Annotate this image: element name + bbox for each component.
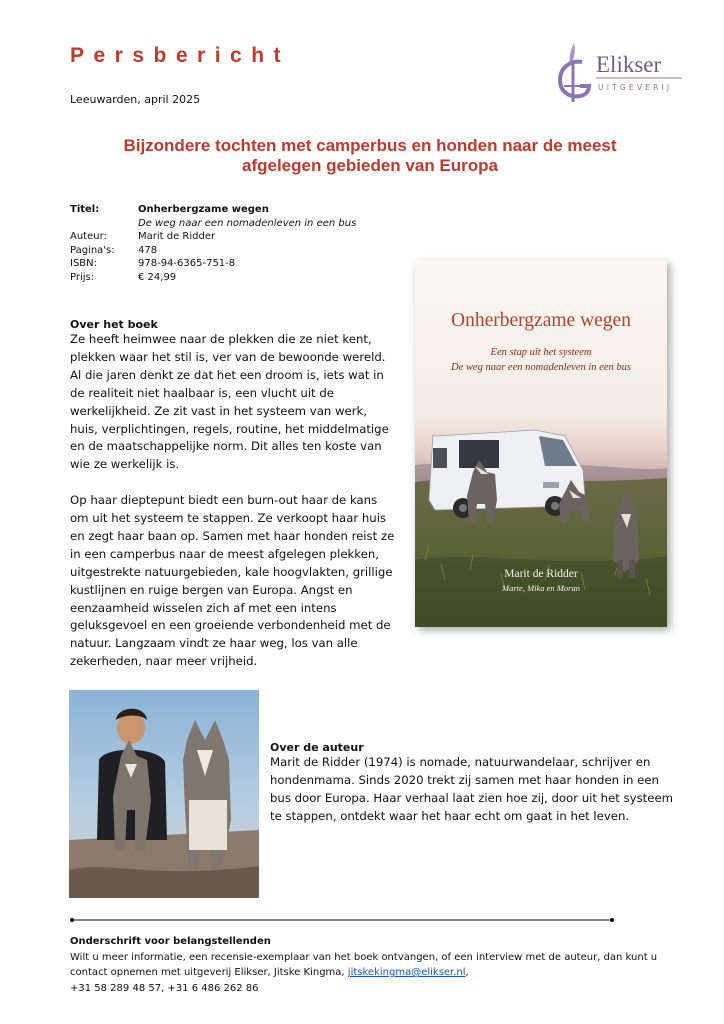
cover-tagline-2: De weg naar een nomadenleven in een bus [451,362,631,373]
about-book-paragraph-2: Op haar dieptepunt biedt een burn-out haar de kans om uit het systeem te stappen. Ze verkoopt haar huis en zegt haar baan op. Samen met haar honden reist ze in een camperbus naar de meest afgelegen plekken, uitgestrekte natuurgebieden, kale hoogvlakten, grillige kustlijnen en ruige bergen van Europa. Angst en eenzaamheid wisselen zich af met een intens geluksgevoel en een groeiende verbondenheid met de natuur. Langzaam vindt ze haar weg, los van alle zekerheden, naar meer vrijheid. [70,493,395,669]
cover-dogs: Marte, Mika en Moran [502,583,580,593]
footer-text-after: , [465,967,469,979]
meta-author: Marit de Ridder [138,231,216,242]
about-author-section [270,741,675,826]
logo-name: Elikser [596,52,662,77]
meta-price: € 24,99 [138,271,177,283]
footer-text [70,950,670,981]
headline [70,136,670,176]
meta-label-isbn: ISBN: [70,258,98,269]
logo-subtitle: UITGEVERIJ [598,83,673,92]
about-author-text: Marit de Ridder (1974) is nomade, natuurwandelaar, schrijver en hondenmama. Sinds 2020 trekt zij samen met haar honden in een bus door Europa. Haar verhaal laat zien hoe zij, door uit het systeem te stappen, ontdekt waar het haar echt om gaat in het leven. [270,755,674,823]
headline-line-2: afgelegen gebieden van Europa [241,156,498,175]
cover-author: Marit de Ridder [504,568,578,580]
meta-label-author: Auteur: [70,231,107,242]
meta-pages: 478 [138,244,158,256]
about-book-section [70,318,395,671]
meta-label-title: Titel: [70,204,100,215]
headline-line-1: Bijzondere tochten met camperbus en honden naar de meest [123,136,617,155]
footer-heading: Onderschrift voor belangstellenden [70,936,271,947]
about-author-heading: Over de auteur [270,741,364,754]
cover-tagline-1: Een stap uit het systeem [490,347,592,358]
about-book-heading: Over het boek [70,318,158,331]
meta-subtitle: De weg naar een nomadenleven in een bus [138,217,357,229]
book-metadata [70,203,356,284]
footer-text-before: Wilt u meer informatie, een recensie-exemplaar van het boek ontvangen, of een interview met de auteur, dan kunt u contact opnemen met uitgeverij Elikser, Jitske Kingma, [70,951,658,979]
page-title: Persbericht [70,44,291,67]
meta-isbn: 978-94-6365-751-8 [138,258,236,269]
contact-footer [70,934,670,996]
meta-title: Onherbergzame wegen [138,204,269,215]
about-book-paragraph-1: Ze heeft heimwee naar de plekken die ze niet kent, plekken waar het stil is, ver van de bewoonde wereld. Al die jaren denkt ze dat het een droom is, iets wat in de realiteit niet haalbaar is, een vlucht uit de werkelijkheid. Ze zit vast in het systeem van werk, huis, verplichtingen, regels, routine, het middelmatige en de maatschappelijke norm. Dit alles ten koste van wie ze werkelijk is. [70,332,389,472]
author-photo [69,690,259,898]
contact-email-link[interactable]: jitskekingma@elikser.nl [347,967,466,979]
cover-title: Onherbergzame wegen [451,310,631,331]
meta-label-pages: Pagina's: [70,244,115,256]
footer-phones: +31 58 289 48 57, +31 6 486 262 86 [70,982,259,994]
book-cover [415,260,667,627]
meta-label-price: Prijs: [70,271,95,283]
dateline: Leeuwarden, april 2025 [70,93,201,106]
logo-emblem-icon [560,43,589,102]
footer-divider [70,911,614,923]
publisher-logo [552,40,684,104]
